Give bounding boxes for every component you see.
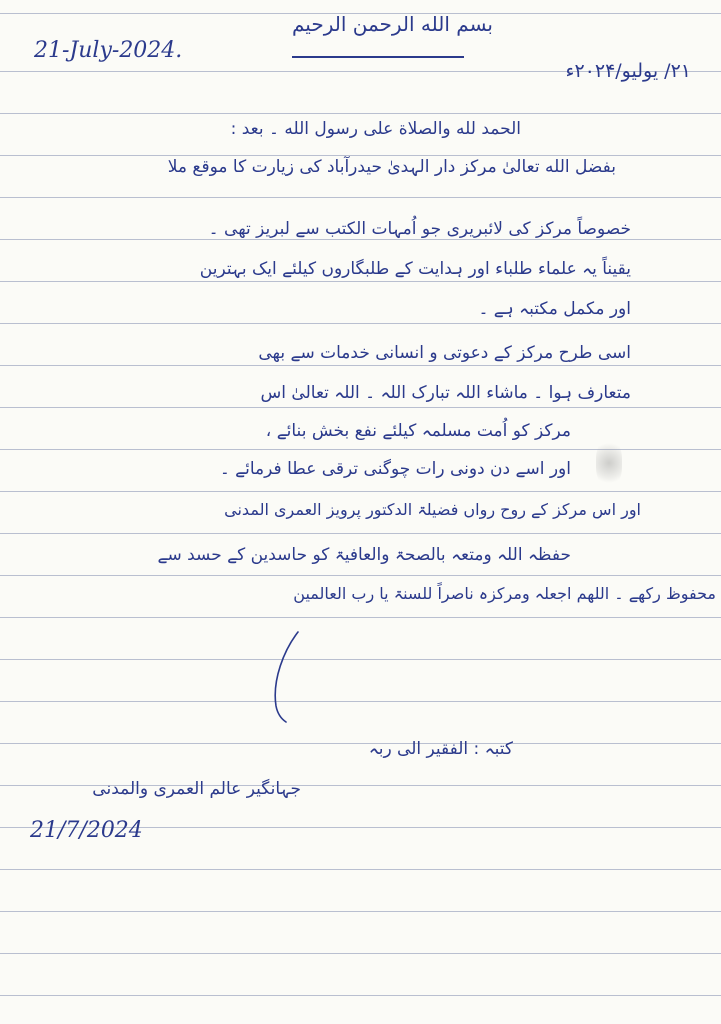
body-line-9: اور اسے دن دونی رات چوگنی ترقی عطا فرمائے ۔ [219,459,571,479]
body-line-10: اور اس مرکز کے روح رواں فضیلۃ الدکتور پرویز العمری المدنی [224,500,641,519]
body-line-8: مرکز کو اُمت مسلمہ کیلئے نفع بخش بنائے ، [265,421,571,441]
body-line-1: الحمد لله والصلاة على رسول الله ۔ بعد : [230,119,521,139]
urdu-date: ۲۱/ یولیو/۲۰۲۴ء [565,60,691,82]
body-line-11: حفظہ اللہ ومتعہ بالصحۃ والعافیۃ کو حاسدین کے حسد سے [157,545,571,565]
signature-name: جہانگیر عالم العمری والمدنی [92,779,301,799]
body-line-6: اسی طرح مرکز کے دعوتی و انسانی خدمات سے بھی [258,343,631,363]
body-line-2: بفضل الله تعالیٰ مرکز دار الہدیٰ حیدرآباد کی زیارت کا موقع ملا [167,157,616,177]
body-line-5: اور مکمل مکتبہ ہے ۔ [478,299,631,319]
body-line-4: یقیناً یہ علماء طلباء اور ہدایت کے طلبگاروں کیلئے ایک بہترین [199,259,631,279]
signature-date: 21/7/2024 [30,818,143,843]
body-line-3: خصوصاً مرکز کی لائبریری جو اُمہات الکتب سے لبریز تھی ۔ [208,219,631,239]
body-line-12: محفوظ رکھے ۔ اللھم اجعلہ ومرکزہ ناصراً للسنۃ یا رب العالمین [293,584,716,603]
english-date: 21-July-2024. [34,38,183,63]
bismillah-heading: بسم الله الرحمن الرحيم [291,12,493,36]
body-line-7: متعارف ہوا ۔ ماشاء اللہ تبارک اللہ ۔ اللہ تعالیٰ اس [260,383,631,403]
signature-label: کتبہ : الفقیر الی ربہ [368,739,513,759]
